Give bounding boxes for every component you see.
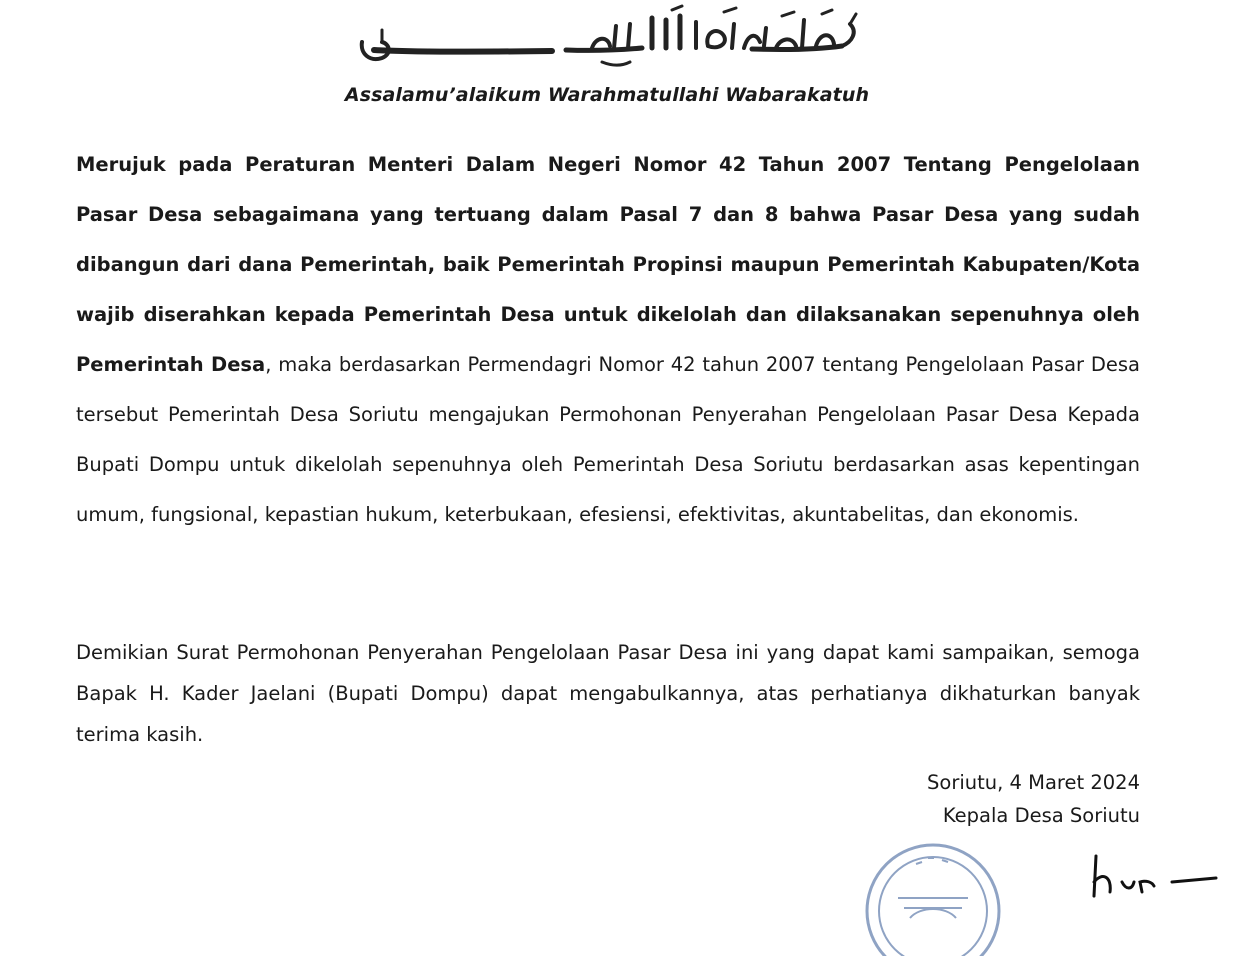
handwritten-signature xyxy=(1076,852,1236,912)
paragraph-1-bold-text: Merujuk pada Peraturan Menteri Dalam Negeri Nomor 42 Tahun 2007 Tentang Pengelolaan Pasar Desa sebagaimana yang tertuang dalam Pasal 7 dan 8 bahwa Pasar Desa yang sudah dibangun dari dana Pemerintah, baik Pemerintah Propinsi maupun Pemerintah Kabupaten/Kota wajib diserahkan kepada Pemerintah Desa untuk dikelolah dan dilaksanakan sepenuhnya oleh Pemerintah Desa xyxy=(76,153,1140,376)
body-paragraph-2: Demikian Surat Permohonan Penyerahan Pengelolaan Pasar Desa ini yang dapat kami sampaikan, semoga Bapak H. Kader Jaelani (Bupati Dompu) dapat mengabulkannya, atas perhatianya dikhaturkan banyak terima kasih. xyxy=(76,641,1140,746)
basmala-calligraphy xyxy=(352,2,872,74)
place-date: Soriutu, 4 Maret 2024 xyxy=(927,771,1140,794)
body-paragraph-1 xyxy=(76,140,1140,540)
paragraph-1-text: , maka berdasarkan Permendagri Nomor 42 tahun 2007 tentang Pengelolaan Pasar Desa tersebut Pemerintah Desa Soriutu mengajukan Permohonan Penyerahan Pengelolaan Pasar Desa Kepada Bupati Dompu untuk dikelolah sepenuhnya oleh Pemerintah Desa Soriutu berdasarkan asas kepentingan umum, fungsional, kepastian hukum, keterbukaan, efesiensi, efektivitas, akuntabelitas, dan ekonomis. xyxy=(76,353,1140,526)
official-seal-stamp xyxy=(858,836,1008,956)
signatory-title: Kepala Desa Soriutu xyxy=(942,804,1140,827)
svg-text:بسم الله الرحمن الرحيم: بسم الله الرحمن الرحيم xyxy=(612,72,623,73)
signature-block xyxy=(927,766,1140,832)
greeting: Assalamu’alaikum Warahmatullahi Wabarakatuh xyxy=(344,84,870,106)
